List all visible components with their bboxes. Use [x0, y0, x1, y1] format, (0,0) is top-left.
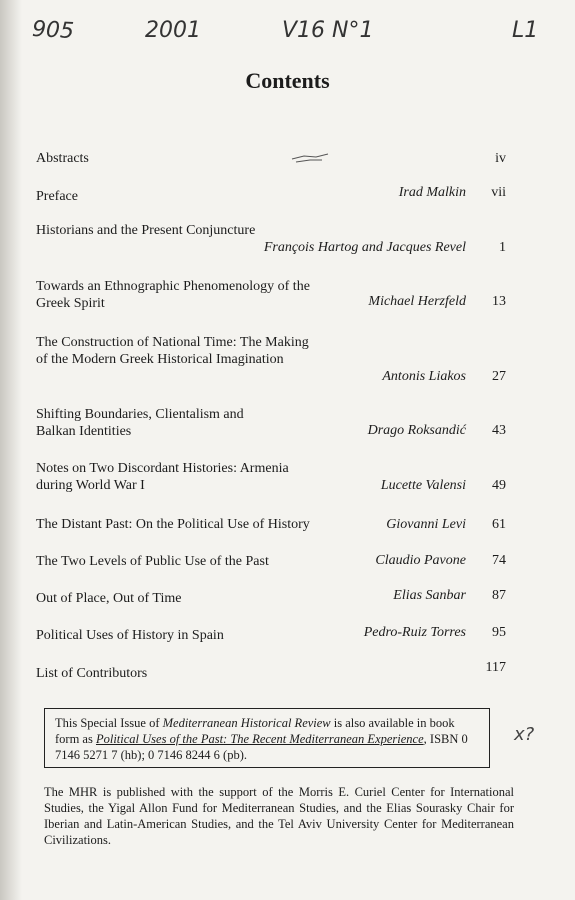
entry-page: 43 — [492, 423, 506, 438]
entry-title: The Two Levels of Public Use of the Past — [36, 554, 269, 569]
entry-author: Claudio Pavone — [375, 553, 466, 568]
entry-page: 74 — [492, 553, 506, 568]
entry-author: Drago Roksandić — [367, 423, 466, 438]
entry-page: iv — [495, 151, 506, 166]
publication-support-note: The MHR is published with the support of the Morris E. Curiel Center for International Studies, the Yigal Allon Fund for Mediterranean Studies, and the Elias Sourasky Chair for Iberian and Latin-American Studies, and the Tel Aviv University Center for Mediterranean Civilizations. — [44, 785, 514, 847]
entry-title: The Distant Past: On the Political Use of History — [36, 517, 310, 532]
handwritten-year: 2001 — [145, 18, 201, 43]
entry-author: François Hartog and Jacques Revel — [263, 240, 466, 255]
entry-author: Antonis Liakos — [382, 369, 466, 384]
entry-author: Michael Herzfeld — [368, 294, 466, 309]
page-edge-shadow — [0, 0, 22, 900]
entry-title: Notes on Two Discordant Histories: Armenia during World War I — [36, 461, 289, 493]
entry-page: 87 — [492, 588, 506, 603]
handwritten-volume: V16 N°1 — [282, 18, 374, 43]
entry-title: Historians and the Present Conjuncture — [36, 223, 256, 238]
entry-page: 95 — [492, 625, 506, 640]
entry-title: Out of Place, Out of Time — [36, 591, 182, 606]
entry-author: Elias Sanbar — [393, 588, 466, 603]
notice-text: is also available in book form as — [55, 716, 455, 746]
entry-title: Preface — [36, 189, 78, 204]
entry-title: Political Uses of History in Spain — [36, 628, 224, 643]
journal-name: Mediterranean Historical Review — [162, 716, 331, 730]
handwritten-mark: L1 — [512, 18, 539, 43]
handwritten-margin-note: x? — [514, 724, 535, 745]
entry-title: Shifting Boundaries, Clientalism and Balkan Identities — [36, 407, 244, 439]
entry-page: 1 — [499, 240, 506, 255]
book-title: Political Uses of the Past: The Recent Mediterranean Experience — [95, 732, 424, 746]
page-title: Contents — [245, 68, 330, 93]
entry-page: 27 — [492, 369, 506, 384]
entry-title: List of Contributors — [36, 666, 148, 681]
entry-author: Irad Malkin — [398, 185, 466, 200]
notice-text: This Special Issue of — [55, 716, 163, 730]
entry-page: 13 — [492, 294, 506, 309]
entry-author: Lucette Valensi — [380, 478, 466, 493]
entry-title: The Construction of National Time: The Making of the Modern Greek Historical Imagination — [36, 335, 309, 367]
entry-title: Towards an Ethnographic Phenomenology of the Greek Spirit — [36, 279, 310, 311]
entry-page: 61 — [492, 517, 506, 532]
entry-author: Giovanni Levi — [386, 517, 466, 532]
entry-page: 49 — [492, 478, 506, 493]
handwritten-annotations — [0, 18, 575, 58]
entry-page: 117 — [485, 660, 506, 675]
entry-author: Pedro-Ruiz Torres — [363, 625, 466, 640]
special-issue-notice — [44, 708, 490, 768]
notice-isbn: , ISBN 0 7146 5271 7 (hb); 0 7146 8244 6 (pb). — [55, 732, 468, 762]
entry-title: Abstracts — [36, 151, 89, 166]
handwritten-number: 905 — [31, 16, 75, 45]
entry-page: vii — [491, 185, 506, 200]
